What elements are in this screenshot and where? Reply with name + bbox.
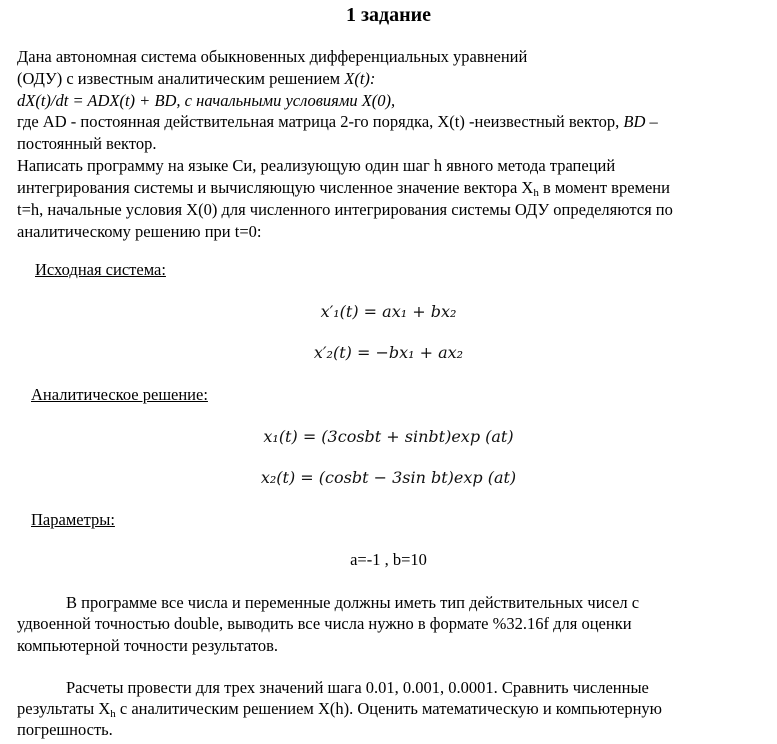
text: (ОДУ) с известным аналитическим решением — [17, 69, 345, 88]
text: в момент времени — [538, 178, 670, 197]
intro-line: t=h, начальные условия X(0) для численного интегрирования системы ОДУ определяются по — [17, 200, 673, 219]
ode-formula: dX(t)/dt = ADX(t) + BD, с начальными условиями X(0), — [17, 91, 396, 110]
para1-line: компьютерной точности результатов. — [17, 636, 279, 655]
intro-line: Написать программу на языке Си, реализующую один шаг h явного метода трапеций — [17, 156, 616, 175]
intro-line: постоянный вектор. — [17, 134, 157, 153]
text: результаты X — [17, 699, 111, 718]
subscript: h — [533, 187, 539, 199]
system-heading: Исходная система: — [35, 260, 166, 279]
text-italic: X(t): — [344, 69, 376, 88]
params-values: a=-1 , b=10 — [350, 550, 427, 569]
intro-line — [17, 112, 658, 132]
para2-line: Расчеты провести для трех значений шага 0.01, 0.001, 0.0001. Сравнить численные — [66, 678, 649, 697]
solution-heading: Аналитическое решение: — [31, 385, 208, 404]
para1-line: удвоенной точностью double, выводить все числа нужно в формате %32.16f для оценки — [17, 614, 632, 633]
para2-line — [17, 699, 662, 719]
solution-equation-1: x₁(t) = (3cosbt + sinbt)exp (at) — [263, 427, 514, 446]
text: интегрирования системы и вычисляющую численное значение вектора X — [17, 178, 534, 197]
intro-line: аналитическому решению при t=0: — [17, 222, 262, 241]
params-heading: Параметры: — [31, 510, 115, 529]
page-title: 1 задание — [345, 4, 432, 26]
text: где AD - постоянная действительная матрица 2-го порядка, X(t) -неизвестный вектор, — [17, 112, 624, 131]
text-italic: BD — [623, 112, 646, 131]
system-equation-1: x′₁(t) = ax₁ + bx₂ — [320, 302, 457, 321]
text: с аналитическим решением X(h). Оценить математическую и компьютерную — [115, 699, 662, 718]
subscript: h — [110, 708, 116, 720]
text: – — [645, 112, 658, 131]
intro-line — [17, 91, 395, 111]
system-equation-2: x′₂(t) = −bx₁ + ax₂ — [313, 343, 464, 362]
para2-line: погрешность. — [17, 720, 113, 739]
intro-line — [17, 178, 670, 198]
intro-line — [17, 69, 375, 89]
intro-line: Дана автономная система обыкновенных дифференциальных уравнений — [17, 47, 528, 66]
para1-line: В программе все числа и переменные должны иметь тип действительных чисел с — [66, 593, 640, 612]
solution-equation-2: x₂(t) = (cosbt − 3sin bt)exp (at) — [260, 468, 517, 487]
